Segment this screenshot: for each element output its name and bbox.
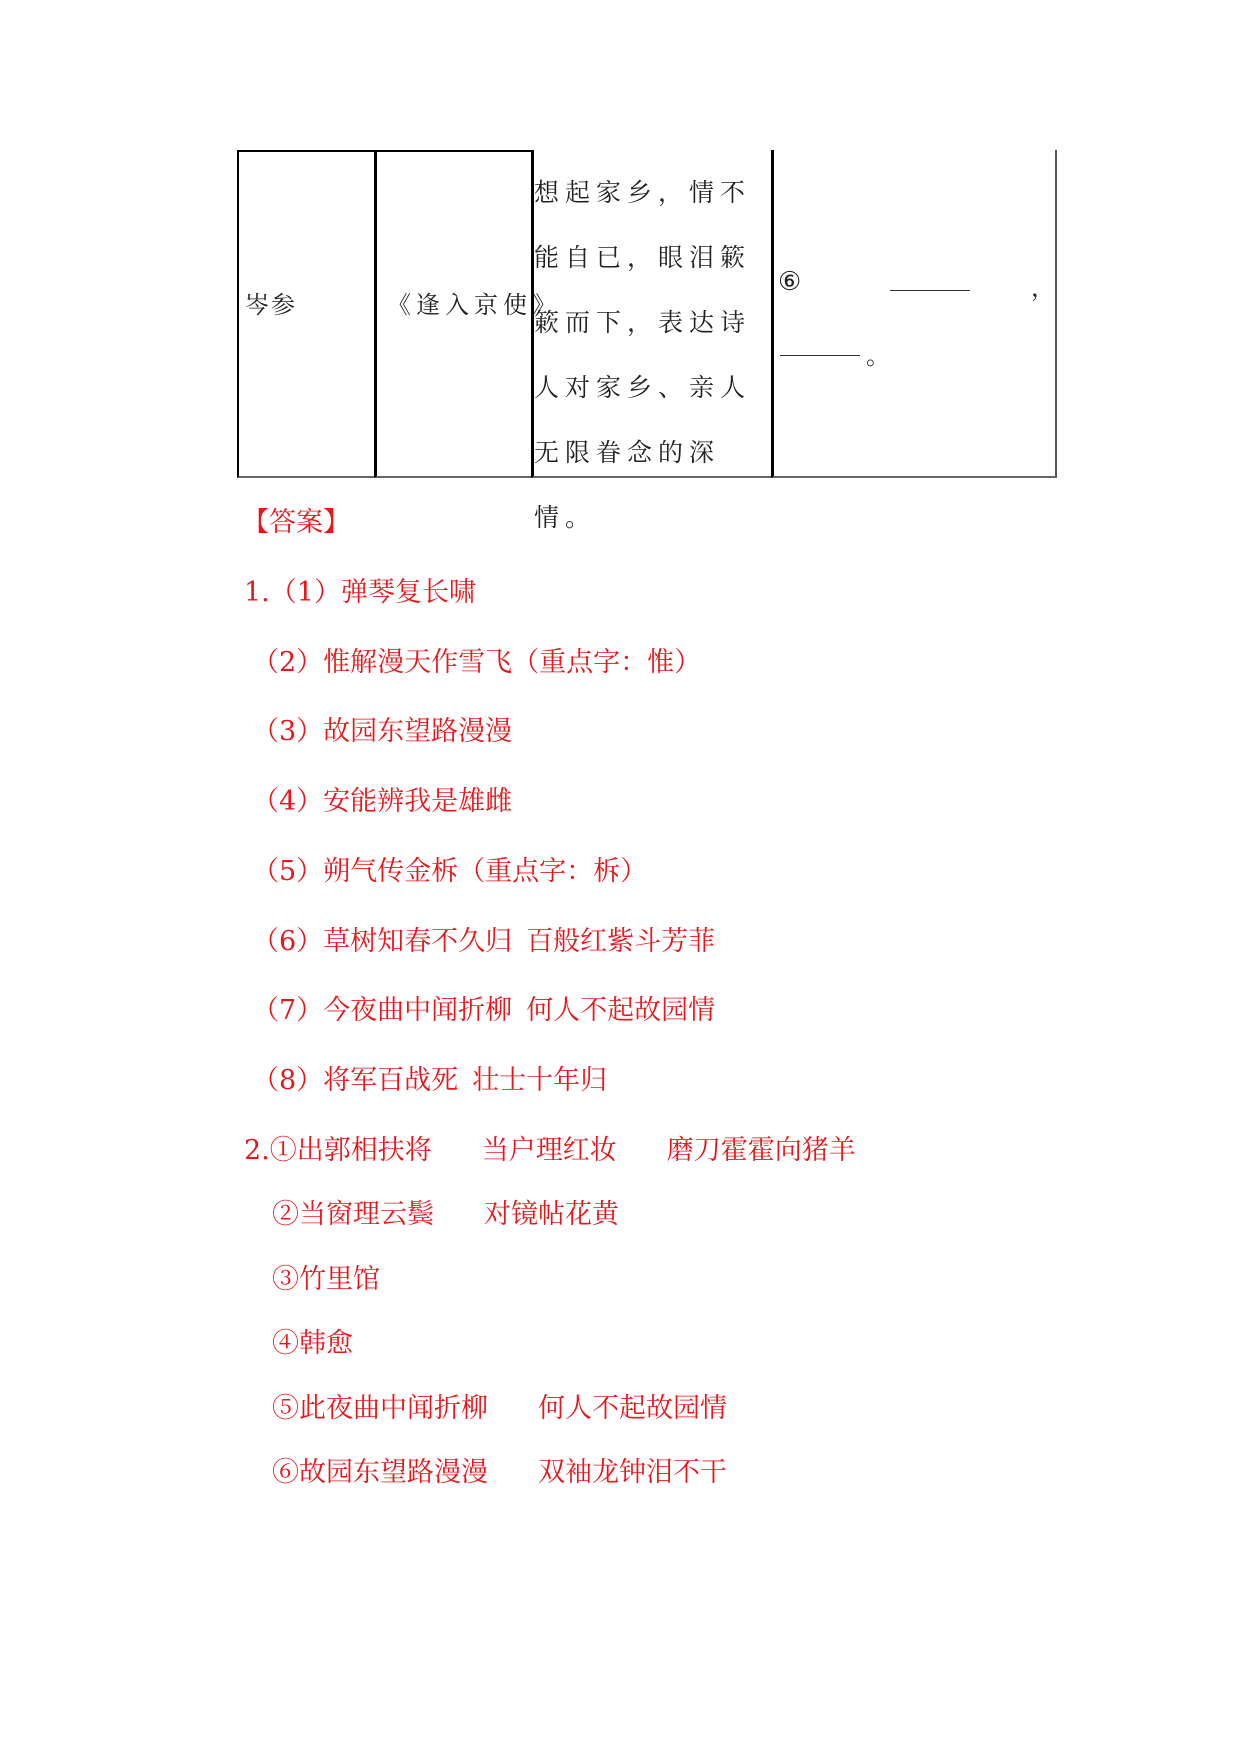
- answer-text: 对镜帖花黄: [484, 1199, 619, 1230]
- answer-text: ①出郭相扶将: [269, 1135, 432, 1166]
- fill-blank-line: [780, 355, 860, 356]
- answer-text: （7）今夜曲中闻折柳: [252, 995, 513, 1026]
- answer-text: 百般红紫斗芳菲: [526, 926, 716, 957]
- question-number: 1.: [244, 577, 270, 608]
- blank-marker: ⑥: [778, 267, 802, 297]
- answer-line: [272, 1386, 727, 1425]
- author-cell: [237, 150, 374, 478]
- answer-text: 何人不起故园情: [526, 995, 716, 1026]
- description-cell: [531, 150, 771, 532]
- answer-line: ③竹里馆: [272, 1264, 380, 1295]
- answer-line: [244, 1128, 856, 1167]
- comma-mark: ，: [1031, 274, 1055, 302]
- answer-text: ⑤此夜曲中闻折柳: [272, 1393, 488, 1424]
- answer-line: （4）安能辨我是雄雌: [252, 786, 513, 817]
- answer-text: 双袖龙钟泪不干: [538, 1457, 727, 1488]
- answer-line: （5）朔气传金柝（重点字：柝）: [252, 856, 648, 887]
- poem-cell: [374, 150, 561, 478]
- answer-line: （3）故园东望路漫漫: [252, 716, 513, 747]
- answer-line: [272, 1450, 727, 1489]
- poem-title: 《逢入京使》: [387, 291, 561, 319]
- answer-line: [252, 988, 715, 1027]
- answer-line: （2）惟解漫天作雪飞（重点字：惟）: [252, 647, 702, 678]
- answer-line: [244, 570, 476, 609]
- answer-text: 磨刀霍霍向猪羊: [666, 1135, 856, 1166]
- fill-in-cell: [771, 150, 1057, 478]
- answer-text: （1）弹琴复长啸: [269, 577, 476, 608]
- author-name: 岑参: [245, 291, 297, 319]
- fill-blank-line: [890, 290, 970, 291]
- answer-line: ④韩愈: [272, 1328, 353, 1359]
- answer-heading: 【答案】: [242, 507, 350, 538]
- answer-text: 何人不起故园情: [538, 1393, 727, 1424]
- answer-text: 壮士十年归: [472, 1065, 608, 1096]
- answer-text: ⑥故园东望路漫漫: [272, 1457, 488, 1488]
- period-mark: 。: [866, 342, 890, 370]
- answer-line: [252, 919, 715, 958]
- answer-text: （8）将军百战死: [252, 1065, 459, 1096]
- answer-text: （6）草树知春不久归: [252, 926, 513, 957]
- poem-description: 想起家乡，情不能自已，眼泪簌簌而下，表达诗人对家乡、亲人无限眷念的深情。: [534, 178, 752, 532]
- answer-text: 当户理红妆: [481, 1135, 617, 1166]
- question-number: 2.: [244, 1135, 270, 1166]
- answer-line: [252, 1058, 607, 1097]
- answer-line: [272, 1192, 619, 1231]
- answer-text: ②当窗理云鬓: [272, 1199, 434, 1230]
